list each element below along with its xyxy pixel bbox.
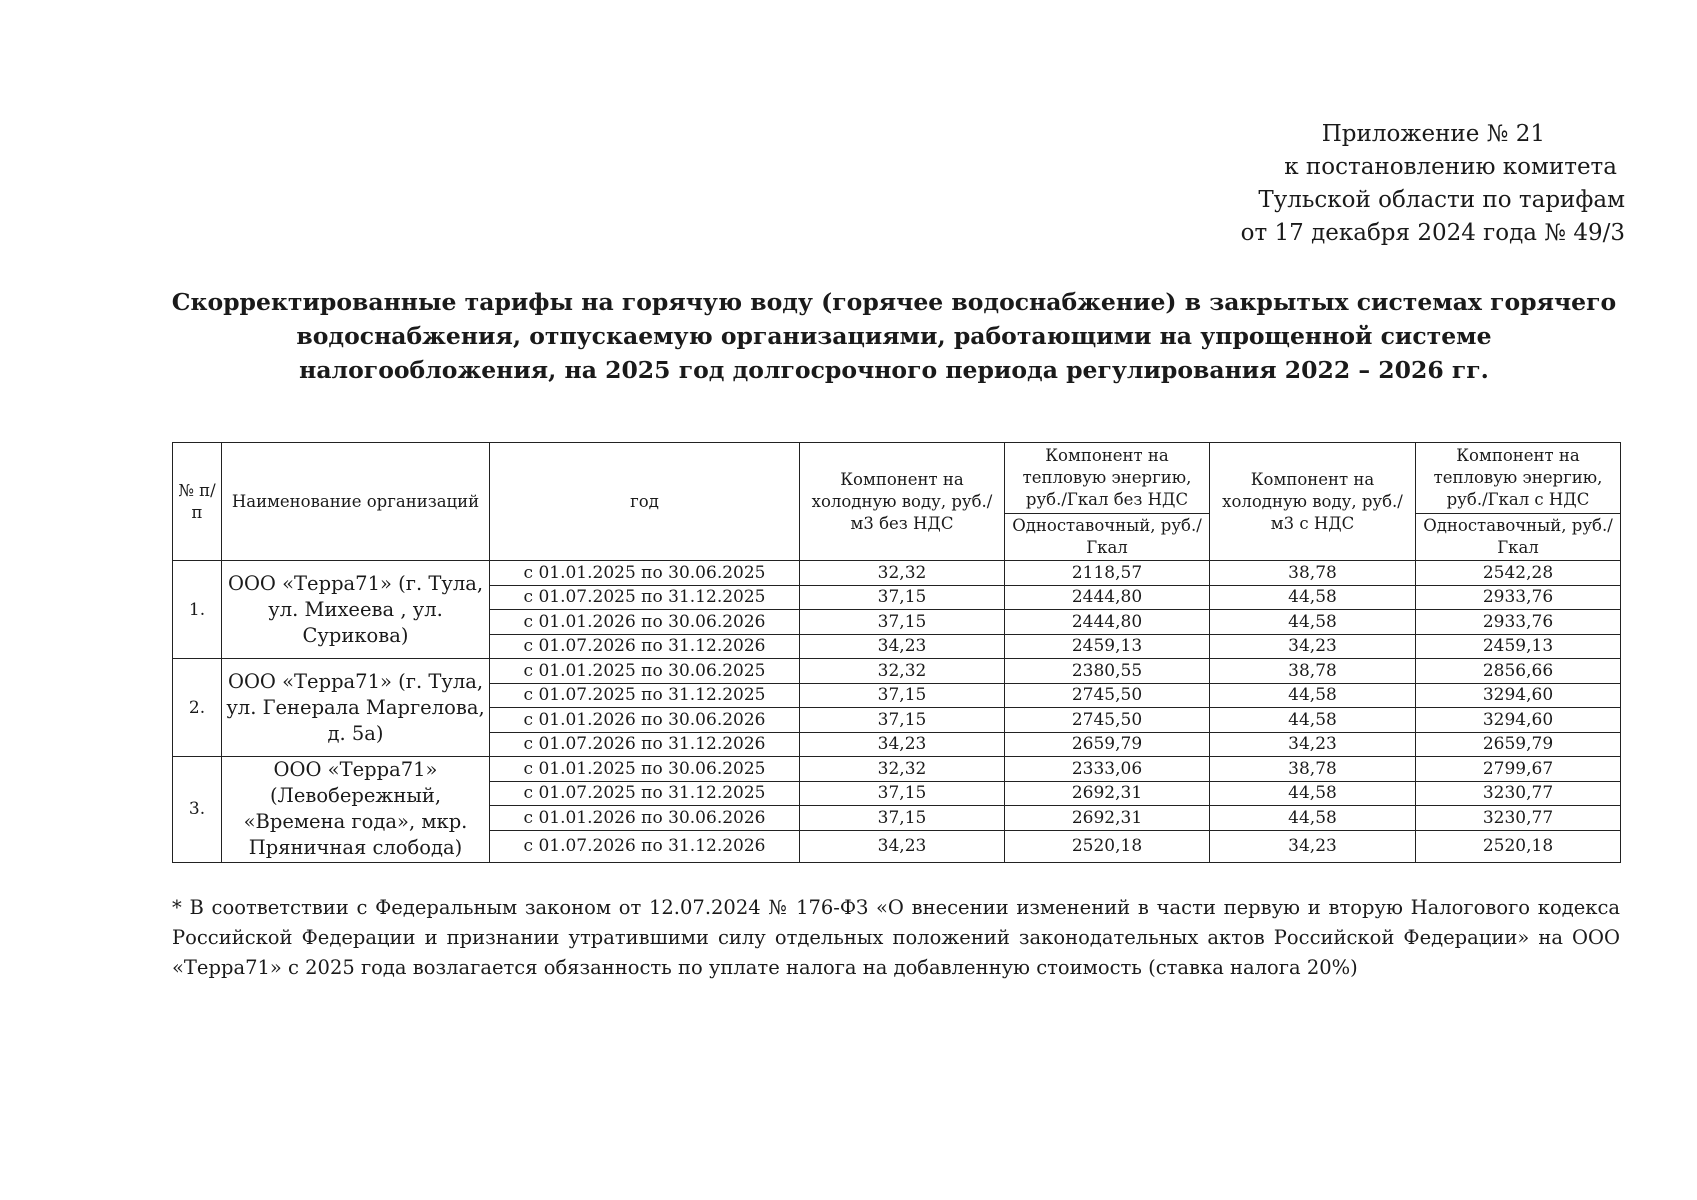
cold-water-no-vat-cell: 37,15 <box>800 585 1005 610</box>
heat-energy-vat-cell: 3294,60 <box>1416 683 1621 708</box>
table-row <box>173 561 1621 586</box>
heat-energy-vat-cell: 2659,79 <box>1416 732 1621 757</box>
cold-water-no-vat-cell: 37,15 <box>800 610 1005 635</box>
cold-water-vat-cell: 44,58 <box>1210 806 1416 831</box>
appendix-committee: Тульской области по тарифам <box>1258 187 1625 213</box>
period-cell: с 01.07.2025 по 31.12.2025 <box>490 781 800 806</box>
heat-energy-vat-cell: 3294,60 <box>1416 708 1621 733</box>
organization-name-cell: ООО «Терра71» (г. Тула, ул. Михеева , ул. Сурикова) <box>222 561 490 659</box>
header-heat-vat-single-rate: Одноставочный, руб./Гкал <box>1416 514 1621 561</box>
cold-water-no-vat-cell: 37,15 <box>800 806 1005 831</box>
period-cell: с 01.07.2025 по 31.12.2025 <box>490 683 800 708</box>
cold-water-no-vat-cell: 34,23 <box>800 732 1005 757</box>
header-year: год <box>490 443 800 561</box>
cold-water-vat-cell: 34,23 <box>1210 732 1416 757</box>
header-heat-energy-vat: Компонент на тепловую энергию, руб./Гкал с НДС <box>1416 443 1621 514</box>
tariff-table-body <box>173 561 1621 863</box>
heat-energy-no-vat-cell: 2659,79 <box>1005 732 1210 757</box>
heat-energy-no-vat-cell: 2380,55 <box>1005 659 1210 684</box>
heat-energy-no-vat-cell: 2118,57 <box>1005 561 1210 586</box>
cold-water-vat-cell: 44,58 <box>1210 781 1416 806</box>
period-cell: с 01.07.2026 по 31.12.2026 <box>490 732 800 757</box>
period-cell: с 01.01.2026 по 30.06.2026 <box>490 806 800 831</box>
heat-energy-no-vat-cell: 2745,50 <box>1005 683 1210 708</box>
cold-water-vat-cell: 34,23 <box>1210 830 1416 862</box>
heat-energy-vat-cell: 2520,18 <box>1416 830 1621 862</box>
heat-energy-no-vat-cell: 2444,80 <box>1005 610 1210 635</box>
cold-water-vat-cell: 38,78 <box>1210 757 1416 782</box>
cold-water-vat-cell: 44,58 <box>1210 610 1416 635</box>
cold-water-vat-cell: 38,78 <box>1210 659 1416 684</box>
heat-energy-vat-cell: 2542,28 <box>1416 561 1621 586</box>
tariff-table <box>172 442 1621 863</box>
cold-water-no-vat-cell: 37,15 <box>800 683 1005 708</box>
heat-energy-vat-cell: 2933,76 <box>1416 610 1621 635</box>
table-row <box>173 757 1621 782</box>
header-heat-no-vat-single-rate: Одноставочный, руб./Гкал <box>1005 514 1210 561</box>
cold-water-no-vat-cell: 32,32 <box>800 659 1005 684</box>
cold-water-no-vat-cell: 37,15 <box>800 708 1005 733</box>
cold-water-vat-cell: 44,58 <box>1210 585 1416 610</box>
cold-water-no-vat-cell: 32,32 <box>800 757 1005 782</box>
cold-water-no-vat-cell: 32,32 <box>800 561 1005 586</box>
heat-energy-no-vat-cell: 2333,06 <box>1005 757 1210 782</box>
cold-water-no-vat-cell: 37,15 <box>800 781 1005 806</box>
heat-energy-vat-cell: 3230,77 <box>1416 806 1621 831</box>
period-cell: с 01.07.2025 по 31.12.2025 <box>490 585 800 610</box>
period-cell: с 01.07.2026 по 31.12.2026 <box>490 830 800 862</box>
header-num: № п/п <box>173 443 222 561</box>
header-cold-water-no-vat: Компонент на холодную воду, руб./м3 без НДС <box>800 443 1005 561</box>
document-title: Скорректированные тарифы на горячую воду (горячее водоснабжение) в закрытых системах горячего водоснабжения, отпускаемую организациями, работающими на упрощенной системе налогообложения, на 2025 год долгосрочного периода регулирования 2022 – 2026 гг. <box>171 288 1617 384</box>
row-number-cell: 1. <box>173 561 222 659</box>
period-cell: с 01.01.2025 по 30.06.2025 <box>490 659 800 684</box>
heat-energy-no-vat-cell: 2459,13 <box>1005 634 1210 659</box>
heat-energy-no-vat-cell: 2692,31 <box>1005 806 1210 831</box>
appendix-resolution: к постановлению комитета <box>1284 154 1617 180</box>
heat-energy-no-vat-cell: 2444,80 <box>1005 585 1210 610</box>
period-cell: с 01.01.2026 по 30.06.2026 <box>490 708 800 733</box>
period-cell: с 01.01.2025 по 30.06.2025 <box>490 757 800 782</box>
period-cell: с 01.01.2026 по 30.06.2026 <box>490 610 800 635</box>
cold-water-no-vat-cell: 34,23 <box>800 830 1005 862</box>
cold-water-vat-cell: 44,58 <box>1210 683 1416 708</box>
appendix-header <box>1125 118 1625 250</box>
period-cell: с 01.01.2025 по 30.06.2025 <box>490 561 800 586</box>
heat-energy-vat-cell: 2856,66 <box>1416 659 1621 684</box>
cold-water-vat-cell: 38,78 <box>1210 561 1416 586</box>
cold-water-no-vat-cell: 34,23 <box>800 634 1005 659</box>
row-number-cell: 3. <box>173 757 222 863</box>
cold-water-vat-cell: 44,58 <box>1210 708 1416 733</box>
organization-name-cell: ООО «Терра71» (г. Тула, ул. Генерала Маргелова, д. 5а) <box>222 659 490 757</box>
heat-energy-vat-cell: 2459,13 <box>1416 634 1621 659</box>
table-row <box>173 659 1621 684</box>
header-org: Наименование организаций <box>222 443 490 561</box>
footnote: * В соответствии с Федеральным законом от 12.07.2024 № 176-ФЗ «О внесении изменений в части первую и вторую Налогового кодекса Российской Федерации и признании утратившими силу отдельных положений законодательных актов Российской Федерации» на ООО «Терра71» с 2025 года возлагается обязанность по уплате налога на добавленную стоимость (ставка налога 20%) <box>172 896 1620 979</box>
period-cell: с 01.07.2026 по 31.12.2026 <box>490 634 800 659</box>
header-cold-water-vat: Компонент на холодную воду, руб./м3 с НДС <box>1210 443 1416 561</box>
row-number-cell: 2. <box>173 659 222 757</box>
organization-name-cell: ООО «Терра71» (Левобережный, «Времена года», мкр. Пряничная слобода) <box>222 757 490 863</box>
header-heat-energy-no-vat: Компонент на тепловую энергию, руб./Гкал без НДС <box>1005 443 1210 514</box>
heat-energy-no-vat-cell: 2692,31 <box>1005 781 1210 806</box>
cold-water-vat-cell: 34,23 <box>1210 634 1416 659</box>
heat-energy-vat-cell: 3230,77 <box>1416 781 1621 806</box>
heat-energy-no-vat-cell: 2745,50 <box>1005 708 1210 733</box>
heat-energy-no-vat-cell: 2520,18 <box>1005 830 1210 862</box>
appendix-date: от 17 декабря 2024 года № 49/3 <box>1240 220 1625 246</box>
heat-energy-vat-cell: 2933,76 <box>1416 585 1621 610</box>
heat-energy-vat-cell: 2799,67 <box>1416 757 1621 782</box>
appendix-number: Приложение № 21 <box>1321 121 1545 147</box>
